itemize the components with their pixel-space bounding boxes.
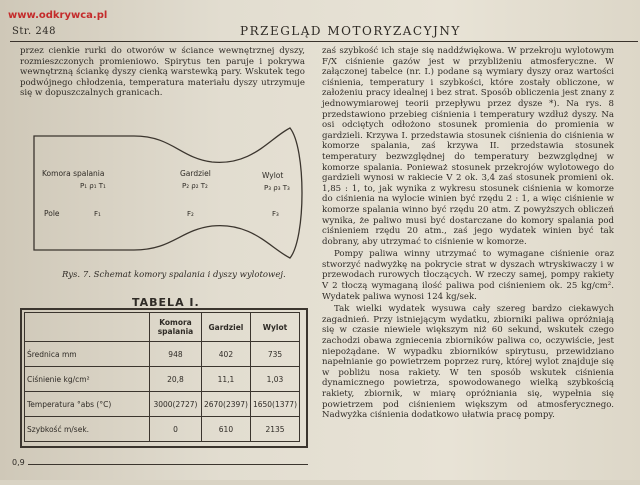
left-column bbox=[20, 46, 305, 99]
chamber-label: Komora spalania bbox=[42, 169, 105, 178]
cell: 20,8 bbox=[150, 367, 202, 392]
col-header-throat: Gardziel bbox=[201, 313, 250, 342]
field-label: Pole bbox=[44, 209, 60, 218]
table-row bbox=[25, 417, 300, 442]
table-row bbox=[25, 342, 300, 367]
throat-vars: P₂ ρ₂ T₂ bbox=[182, 182, 208, 190]
cell: 11,1 bbox=[201, 367, 250, 392]
col-header-exit: Wylot bbox=[250, 313, 299, 342]
chamber-vars: P₁ ρ₁ T₁ bbox=[80, 182, 106, 190]
row-label: Ciśnienie kg/cm² bbox=[25, 367, 150, 392]
right-paragraph-2: Pompy paliwa winny utrzymać to wymagane ciśnienie oraz stworzyć nadwyżkę na pokrycie strat w dyszach wtryskiwaczy i w przewodach rurowych tłoczących. W rzeczy samej, pompy rakiety V 2 tłoczą wymaganą ilość paliwa pod ciśnieniem ok. 25 kg/cm². Wydatek paliwa wynosi 124 kg/sek. bbox=[322, 249, 614, 302]
cell: 2670(2397) bbox=[201, 392, 250, 417]
cell: 0 bbox=[150, 417, 202, 442]
cell: 3000(2727) bbox=[150, 392, 202, 417]
table-row bbox=[25, 367, 300, 392]
field-f3: F₃ bbox=[272, 210, 279, 218]
graph-top-edge bbox=[28, 464, 308, 485]
cell: 1,03 bbox=[250, 367, 299, 392]
figure-caption: Rys. 7. Schemat komory spalania i dyszy wylotowej. bbox=[62, 270, 286, 280]
right-column bbox=[322, 46, 614, 421]
left-paragraph: przez cienkie rurki do otworów w ściance wewnętrznej dyszy, rozmieszczonych promieniowo. Spirytus ten paruje i pokrywa wewnętrzną ściankę dyszy cienką warstewką pary. Wskutek tego podwójnego chłodzenia, temperatura materiału dyszy utrzymuje się w dopuszczalnych granicach. bbox=[20, 46, 305, 99]
row-label: Szybkość m/sek. bbox=[25, 417, 150, 442]
page-number: Str. 248 bbox=[12, 26, 56, 37]
source-watermark: www.odkrywca.pl bbox=[8, 10, 108, 21]
graph-y-tick: 0,9 bbox=[12, 458, 25, 467]
exit-vars: P₃ ρ₃ T₃ bbox=[264, 184, 290, 192]
cell: 948 bbox=[150, 342, 202, 367]
nozzle-outline bbox=[34, 128, 302, 258]
table-title: TABELA I. bbox=[132, 296, 200, 309]
right-paragraph-1: zaś szybkość ich staje się naddźwiękowa. W przekroju wylotowym F/X ciśnienie gazów jest w przybliżeniu atmosferyczne. W załączonej tabelce (nr. I.) podane są wymiary dyszy oraz wartości ciśnienia, temperatury i szybkości, które zostały obliczone, w założeniu pracy idealnej i bez strat. Sposób obliczenia jest znany z jednowymiarowej teorii przepływu przez dysze *). Na rys. 8 przedstawiono przebieg ciśnienia i temperatury wzdłuż dyszy. Na osi odciętych odłożono stosunek promienia do promienia w gardzieli. Krzywa I. przedstawia stosunek ciśnienia do ciśnienia w komorze spalania, zaś krzywa II. przedstawia stosunek temperatury bezwzględnej do temperatury bezwzględnej w komorze spalania. Ponieważ stosunek przekrojów wylotowego do gardzieli wynosi w rakiecie V 2 ok. 3,4 zaś stosunek promieni ok. 1,85 : 1, to, jak wynika z wykresu stosunek ciśnienia w komorze do ciśnienia na wylocie winien być rzędu 2 : 1, a więc ciśnienie w komorze spalania winno być rzędu 20 atm. Z powyższych obliczeń wynika, że paliwo musi być dostarczane do komory spalania pod ciśnieniem rzędu 20 atm., zaś jego wydatek winien być tak dobrany, aby utrzymać to ciśnienie w komorze. bbox=[322, 46, 614, 247]
cell: 610 bbox=[201, 417, 250, 442]
cell: 2135 bbox=[250, 417, 299, 442]
nozzle-diagram bbox=[22, 118, 310, 268]
header-rule bbox=[10, 41, 638, 42]
row-label: Temperatura °abs (°C) bbox=[25, 392, 150, 417]
row-label: Średnica mm bbox=[25, 342, 150, 367]
table-row bbox=[25, 392, 300, 417]
data-table bbox=[24, 312, 300, 442]
field-f1: F₁ bbox=[94, 210, 101, 218]
cell: 735 bbox=[250, 342, 299, 367]
cell: 402 bbox=[201, 342, 250, 367]
field-f2: F₂ bbox=[187, 210, 194, 218]
col-header-chamber: Komora spalania bbox=[150, 313, 202, 342]
exit-label: Wylot bbox=[262, 171, 284, 180]
table-corner bbox=[25, 313, 150, 342]
cell: 1650(1377) bbox=[250, 392, 299, 417]
throat-label: Gardziel bbox=[180, 169, 211, 178]
right-paragraph-3: Tak wielki wydatek wysuwa cały szereg bardzo ciekawych zagadnień. Przy istniejącym wydatku, zbiorniki paliwa opróżniają się w czasie niewiele większym niż 60 sekund, wskutek czego zachodzi obawa zgniecenia zbiorników paliwa co, oczywiście, jest niepożądane. W wypadku zbiorników spirytusu, przewidziano napełnianie go powietrzem poprzez rurę, której wylot znajduje się w pobliżu nosa rakiety. W ten sposób wskutek ciśnienia dynamicznego powietrza, spowodowanego wielką szybkością rakiety, zbiornik, w miarę opróżniania się, wypełnia się powietrzem pod ciśnieniem większym od atmosferycznego. Nadwyżka ciśnienia dodatkowo ułatwia pracę pompy. bbox=[322, 304, 614, 421]
running-title: PRZEGLĄD MOTORYZACYJNY bbox=[240, 24, 461, 38]
